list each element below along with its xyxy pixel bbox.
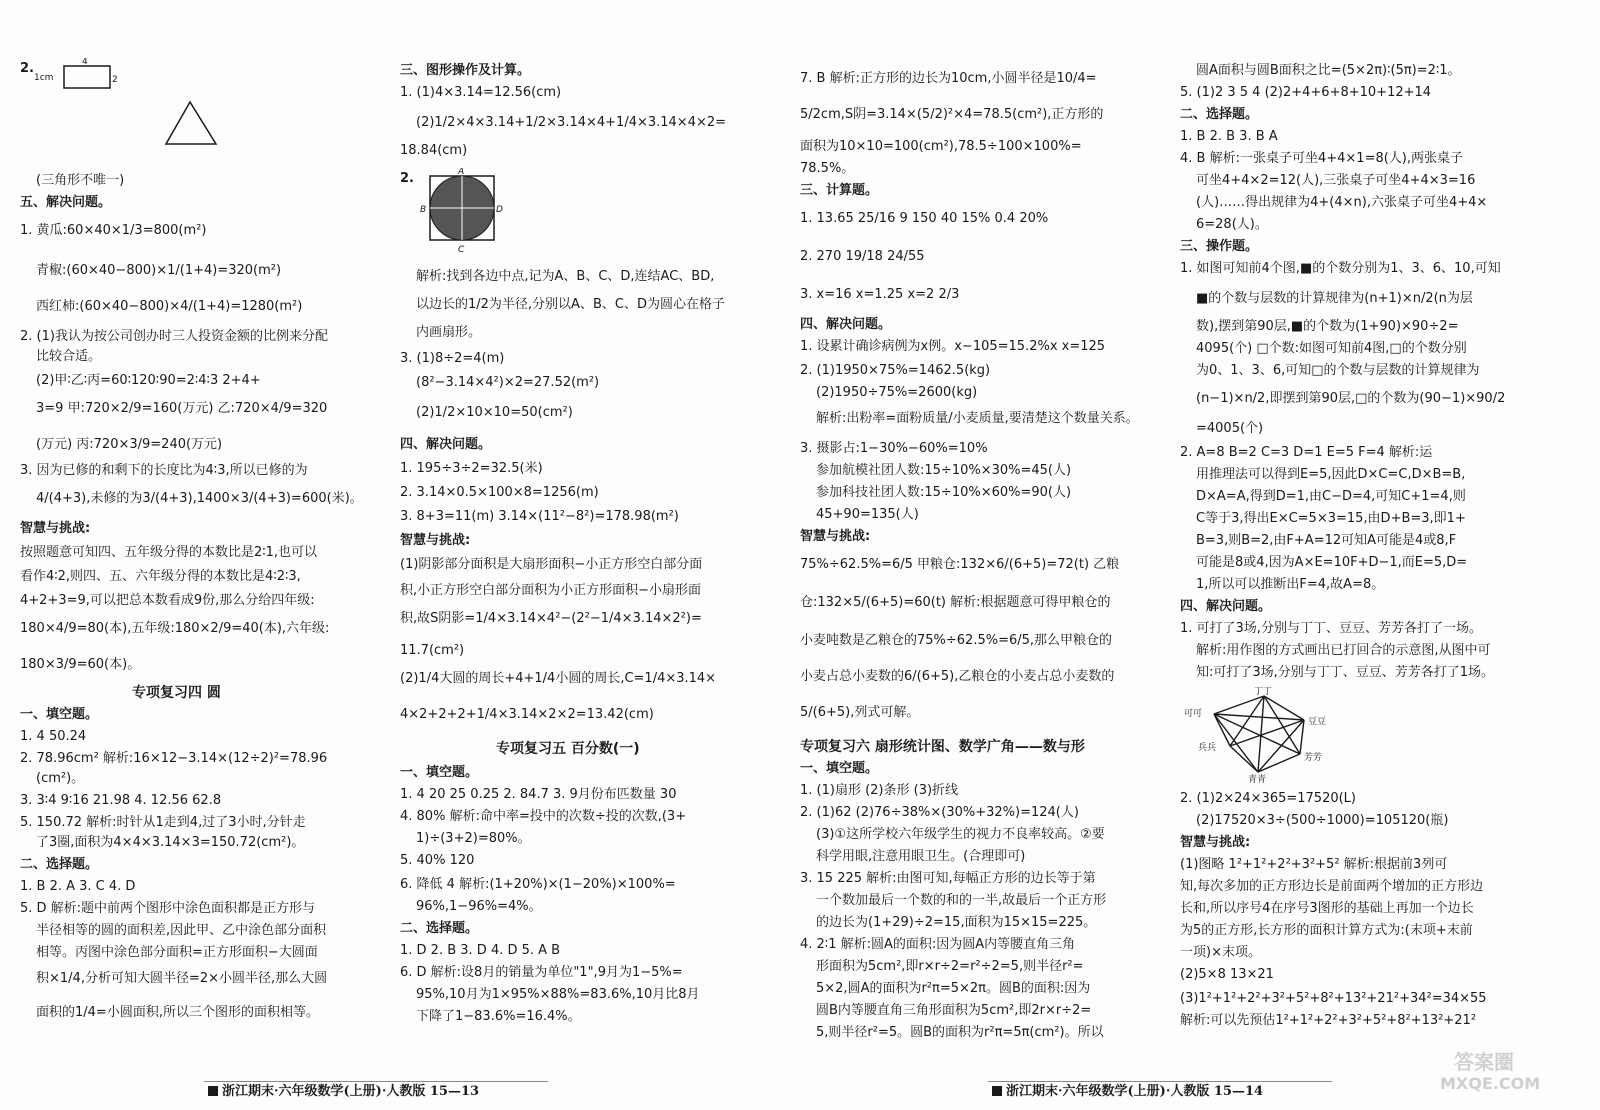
c3-line: 小麦占总小麦数的6/(6+5),乙粮仓的小麦占总小麦数的 [800, 669, 1115, 684]
c2-line: (1)阴影部分面积是大扇形面积−小正方形空白部分面 [400, 557, 703, 572]
c4-line: (人)……得出规律为4+(4×n),六张桌子可坐4+4× [1196, 195, 1488, 210]
c3-line: 3. x=16 x=1.25 x=2 2/3 [800, 287, 960, 302]
c4-line: 4. B 解析:一张桌子可坐4+4×1=8(人),两张桌子 [1180, 151, 1464, 166]
c4-line: 长和,所以序号4在序号3图形的基础上再加一个边长 [1180, 901, 1474, 916]
c3-line: (2)1950÷75%=2600(kg) [816, 385, 978, 400]
c1-line: 1. 黄瓜:60×40×1/3=800(m²) [20, 223, 207, 238]
c2-line: 11.7(cm²) [400, 643, 465, 658]
c3-chapter-title: 专项复习六 扇形统计图、数学广角——数与形 [800, 739, 1085, 755]
c1-line: 了3圈,面积为4×4×3.14×3=150.72(cm²)。 [36, 835, 305, 850]
watermark-top: 答案圈 [1454, 1050, 1514, 1074]
c2-section-heading: 三、图形操作及计算。 [400, 63, 531, 78]
c3-line: 圆B内等腰直角三角形面积为5cm²,即2r×r÷2= [816, 1003, 1092, 1018]
quarter-circle-square-figure [418, 168, 518, 258]
c3-line: 3. 15 225 解析:由图可知,每幅正方形的边长等于第 [800, 871, 1096, 886]
c3-line: 4. 2∶1 解析:圆A的面积:因为圆A内等腰直角三角 [800, 937, 1076, 952]
c3-line: 面积为10×10=100(cm²),78.5÷100×100%= [800, 139, 1082, 154]
c2-line: 6. D 解析:设8月的销量为单位"1",9月为1−5%= [400, 965, 683, 980]
label-a: A [458, 168, 465, 177]
c4-line: (1)图略 1²+1²+2²+3²+5² 解析:根据前3列可 [1180, 857, 1448, 872]
c2-line: 4. 80% 解析:命中率=投中的次数÷投的次数,(3+ [400, 809, 687, 824]
c1-line: 面积的1/4=小圆面积,所以三个图形的面积相等。 [36, 1005, 319, 1020]
c1-challenge-heading: 智慧与挑战: [20, 521, 91, 536]
c4-line: 2. (1)2×24×365=17520(L) [1180, 791, 1356, 806]
c4-line: 解析:可以先预估1²+1²+2²+3²+5²+8²+13²+21² [1180, 1013, 1477, 1028]
c2-line: 6. 降低 4 解析:(1+20%)×(1−20%)×100%= [400, 877, 676, 892]
c1-section-heading: 一、填空题。 [20, 707, 99, 722]
c2-section-heading: 一、填空题。 [400, 765, 479, 780]
c3-challenge-heading: 智慧与挑战: [800, 529, 871, 544]
c4-line: 用推理法可以得到E=5,因此D×C=C,D×B=B, [1196, 467, 1466, 482]
c2-line: (2)1/4大圆的周长+4+1/4小圆的周长,C=1/4×3.14× [400, 671, 717, 686]
question-2-label: 2. [20, 61, 34, 76]
c4-line: 可能是8或4,因为A×E=10F+D−1,而E=5,D= [1196, 555, 1468, 570]
c3-line: 2. (1)1950×75%=1462.5(kg) [800, 363, 991, 378]
node-bingbing: 兵兵 [1198, 743, 1217, 753]
c4-line: B=3,则B=2,由F+A=12可知A可能是4或8,F [1196, 533, 1457, 548]
c4-line: =4005(个) [1196, 421, 1264, 436]
c1-line: 看作4∶2,则四、五、六年级分得的本数比是4∶2∶3, [20, 569, 301, 584]
c3-section-heading: 四、解决问题。 [800, 317, 892, 332]
rect-unit-label: 1cm [34, 73, 54, 83]
label-b: B [420, 205, 427, 215]
c2-line: 95%,10月为1×95%×88%=83.6%,10月比8月 [416, 987, 700, 1002]
c4-line: 知:可打了3场,分别与丁丁、豆豆、芳芳各打了1场。 [1196, 665, 1495, 680]
c2-line: (2)1/2×10×10=50(cm²) [416, 405, 573, 420]
c1-line: 180×3/9=60(本)。 [20, 657, 141, 672]
c1-line: 3. 因为已修的和剩下的长度比为4∶3,所以已修的为 [20, 463, 308, 478]
triangle-shape [166, 102, 216, 144]
c2-line: 以边长的1/2为半径,分别以A、B、C、D为圆心在格子 [416, 297, 725, 312]
c4-section-heading: 四、解决问题。 [1180, 599, 1272, 614]
c3-line: 5/2cm,S阴=3.14×(5/2)²×4=78.5(cm²),正方形的 [800, 107, 1104, 122]
c3-line: 78.5%。 [800, 161, 855, 176]
c1-line: 180×4/9=80(本),五年级:180×2/9=40(本),六年级: [20, 621, 330, 636]
watermark-bottom: MXQE.COM [1440, 1074, 1541, 1093]
c4-line: 知,每次多加的正方形边长是前面两个增加的正方形边 [1180, 879, 1484, 894]
c2-line: 解析:找到各边中点,记为A、B、C、D,连结AC、BD, [416, 269, 715, 284]
c4-line: 4095(个) □个数:如图可知前4图,□的个数分别 [1196, 341, 1467, 356]
c2-line: (2)1/2×4×3.14+1/2×3.14×4+1/4×3.14×4×2= [416, 115, 727, 130]
c4-line: 数),摆到第90层,■的个数为(1+90)×90÷2= [1196, 319, 1459, 334]
c4-line: (2)5×8 13×21 [1180, 967, 1274, 982]
c1-line: 相等。丙图中涂色部分面积=正方形面积−大圆面 [36, 945, 318, 960]
rectangle-shape [64, 66, 110, 88]
c4-line: 一项)×末项。 [1180, 945, 1261, 960]
rectangle-triangle-figure [34, 58, 144, 158]
c1-line: 1. 4 50.24 [20, 729, 87, 744]
c2-question-label: 2. [400, 171, 414, 186]
c3-line: 小麦吨数是乙粮仓的75%÷62.5%=6/5,那么甲粮仓的 [800, 633, 1113, 648]
c3-section-heading: 三、计算题。 [800, 183, 879, 198]
c1-line: (三角形不唯一) [36, 173, 125, 188]
c4-line: (n−1)×n/2,即摆到第90层,□的个数为(90−1)×90/2 [1196, 391, 1506, 406]
c3-line: 5,则半径r²=5。圆B的面积为r²π=5π(cm²)。所以 [816, 1025, 1104, 1040]
c4-section-heading: 二、选择题。 [1180, 107, 1259, 122]
c1-line: 3=9 甲:720×2/9=160(万元) 乙:720×4/9=320 [36, 401, 328, 416]
c4-line: 可坐4+4×2=12(人),三张桌子可坐4+4×3=16 [1196, 173, 1476, 188]
c3-line: (3)①这所学校六年级学生的视力不良率较高。②要 [816, 827, 1105, 842]
c3-line: 参加航模社团人数:15÷10%×30%=45(人) [816, 463, 1072, 478]
c2-line: 96%,1−96%=4%。 [416, 899, 542, 914]
c2-line: 1. 195÷3÷2=32.5(米) [400, 461, 543, 476]
match-network-diagram [1180, 684, 1350, 784]
c1-line: 半径相等的圆的面积差,因此甲、乙中涂色部分面积 [36, 923, 327, 938]
footer-right-text: 浙江期末·六年级数学(上册)·人教版 15—14 [1006, 1084, 1264, 1099]
c4-line: 1. B 2. B 3. B A [1180, 129, 1278, 144]
c2-line: 3. 8+3=11(m) 3.14×(11²−8²)=178.98(m²) [400, 509, 679, 524]
c3-section-heading: 一、填空题。 [800, 761, 879, 776]
c1-section-heading: 五、解决问题。 [20, 195, 112, 210]
square-bullet-icon [208, 1086, 218, 1096]
c3-line: 5×2,圆A的面积为r²π=5×2π。圆B的面积:因为 [816, 981, 1091, 996]
c4-section-heading: 三、操作题。 [1180, 239, 1259, 254]
c1-chapter-title: 专项复习四 圆 [132, 685, 221, 701]
c3-line: 3. 摄影占:1−30%−60%=10% [800, 441, 988, 456]
c3-line: 2. (1)62 (2)76÷38%×(30%+32%)=124(人) [800, 805, 1079, 820]
c3-line: 45+90=135(人) [816, 507, 919, 522]
c4-challenge-heading: 智慧与挑战: [1180, 835, 1251, 850]
c1-line: 5. 150.72 解析:时针从1走到4,过了3小时,分针走 [20, 815, 306, 830]
c2-section-heading: 四、解决问题。 [400, 437, 492, 452]
c2-line: 1. D 2. B 3. D 4. D 5. A B [400, 943, 561, 958]
square-bullet-icon [992, 1086, 1002, 1096]
c2-line: 3. (1)8÷2=4(m) [400, 351, 505, 366]
label-d: D [496, 205, 503, 215]
rect-width-label: 4 [82, 58, 88, 67]
c2-line: 4×2+2+2+1/4×3.14×2×2=13.42(cm) [400, 707, 654, 722]
c4-line: 2. A=8 B=2 C=3 D=1 E=5 F=4 解析:运 [1180, 445, 1433, 460]
c3-line: 1. (1)扇形 (2)条形 (3)折线 [800, 783, 959, 798]
c1-line: 3. 3∶4 9∶16 21.98 4. 12.56 62.8 [20, 793, 222, 808]
c4-line: 1,所以可以推断出F=4,故A=8。 [1196, 577, 1385, 592]
c1-line: 西红柿:(60×40−800)×4/(1+4)=1280(m²) [36, 299, 303, 314]
c1-line: 5. D 解析:题中前两个图形中涂色面积都是正方形与 [20, 901, 316, 916]
c1-line: 按照题意可知四、五年级分得的本数比是2∶1,也可以 [20, 545, 318, 560]
c2-line: 1. (1)4×3.14=12.56(cm) [400, 85, 562, 100]
network-edges [1214, 696, 1304, 772]
footer-left-text: 浙江期末·六年级数学(上册)·人教版 15—13 [222, 1084, 480, 1099]
c2-line: 内画扇形。 [416, 325, 482, 340]
rect-height-label: 2 [112, 75, 118, 85]
c2-line: 18.84(cm) [400, 143, 468, 158]
c4-line: 1. 如图可知前4个图,■的个数分别为1、3、6、10,可知 [1180, 261, 1501, 276]
c1-line: 青椒:(60×40−800)×1/(1+4)=320(m²) [36, 263, 282, 278]
c4-line: 为0、1、3、6,可知□的个数与层数的计算规律为 [1196, 363, 1480, 378]
c3-line: 1. 13.65 25/16 9 150 40 15% 0.4 20% [800, 211, 1049, 226]
c1-line: 2. 78.96cm² 解析:16×12−3.14×(12÷2)²=78.96 [20, 751, 328, 766]
c3-line: 参加科技社团人数:15÷10%×60%=90(人) [816, 485, 1072, 500]
c4-line: 解析:用作图的方式画出已打回合的示意图,从图中可 [1196, 643, 1491, 658]
c1-line: (万元) 丙:720×3/9=240(万元) [36, 437, 223, 452]
c4-line: 1. 可打了3场,分别与丁丁、豆豆、芳芳各打了一场。 [1180, 621, 1482, 636]
node-doudou: 豆豆 [1308, 717, 1327, 727]
c1-line: 4+2+3=9,可以把总本数看成9份,那么分给四年级: [20, 593, 315, 608]
c1-line: 积×1/4,分析可知大圆半径=2×小圆半径,那么大圆 [36, 971, 328, 986]
c2-line: 5. 40% 120 [400, 853, 475, 868]
c2-line: 积,小正方形空白部分面积为小正方形面积−小扇形面 [400, 583, 702, 598]
c3-line: 5/(6+5),列式可解。 [800, 705, 920, 720]
label-c: C [458, 245, 465, 255]
c1-line: 比较合适。 [36, 349, 102, 364]
c4-line: (3)1²+1²+2²+3²+5²+8²+13²+21²+34²=34×55 [1180, 991, 1487, 1006]
c4-line: 6=28(人)。 [1196, 217, 1268, 232]
c1-line: 4/(4+3),未修的为3/(4+3),1400×3/(4+3)=600(米)。 [36, 491, 363, 506]
node-fangfang: 芳芳 [1304, 753, 1323, 763]
c3-line: 仓:132×5/(6+5)=60(t) 解析:根据题意可得甲粮仓的 [800, 595, 1111, 610]
c3-line: 75%÷62.5%=6/5 甲粮仓:132×6/(6+5)=72(t) 乙粮 [800, 557, 1120, 572]
c2-line: 1)÷(3+2)=80%。 [416, 831, 531, 846]
footer-right [988, 1081, 1332, 1102]
c4-line: (2)17520×3÷(500÷1000)=105120(瓶) [1196, 813, 1449, 828]
c1-line: (2)甲∶乙∶丙=60∶120∶90=2∶4∶3 2+4+ [36, 373, 261, 388]
c2-chapter-title: 专项复习五 百分数(一) [496, 741, 640, 757]
triangle-figure [164, 100, 224, 150]
c1-line: 2. (1)我认为按公司创办时三人投资金额的比例来分配 [20, 329, 328, 344]
c4-line: D×A=A,得到D=1,由C−D=4,可知C+1=4,则 [1196, 489, 1466, 504]
c4-line: ■的个数与层数的计算规律为(n+1)×n/2(n为层 [1196, 291, 1473, 306]
c1-line: 1. B 2. A 3. C 4. D [20, 879, 136, 894]
watermark [1440, 1046, 1570, 1096]
c2-line: 1. 4 20 25 0.25 2. 84.7 3. 9月份布匹数量 30 [400, 787, 677, 802]
c3-line: 一个数加最后一个数的和的一半,故最后一个正方形 [816, 893, 1107, 908]
c3-line: 的边长为(1+29)÷2=15,面积为15×15=225。 [816, 915, 1097, 930]
c3-line: 科学用眼,注意用眼卫生。(合理即可) [816, 849, 1026, 864]
c2-line: 下降了1−83.6%=16.4%。 [416, 1009, 581, 1024]
c2-challenge-heading: 智慧与挑战: [400, 533, 471, 548]
c3-line: 解析:出粉率=面粉质量/小麦质量,要清楚这个数量关系。 [816, 411, 1139, 426]
c2-line: 积,故S阴影=1/4×3.14×4²−(2²−1/4×3.14×2²)= [400, 611, 702, 626]
c2-line: 2. 3.14×0.5×100×8=1256(m) [400, 485, 599, 500]
c4-line: 5. (1)2 3 5 4 (2)2+4+6+8+10+12+14 [1180, 85, 1432, 100]
c2-section-heading: 二、选择题。 [400, 921, 479, 936]
node-dingding: 丁丁 [1254, 687, 1273, 697]
c4-line: C等于3,得出E×C=5×3=15,由D+B=3,即1+ [1196, 511, 1466, 526]
c4-line: 圆A面积与圆B面积之比=(5×2π)∶(5π)=2∶1。 [1196, 63, 1461, 78]
footer-left [204, 1081, 548, 1102]
node-keke: 可可 [1184, 709, 1203, 719]
c3-line: 7. B 解析:正方形的边长为10cm,小圆半径是10/4= [800, 71, 1097, 86]
c4-line: 为5的正方形,长方形的面积计算方式为:(末项+末前 [1180, 923, 1473, 938]
node-qingqing: 青青 [1248, 775, 1267, 784]
c3-line: 1. 设累计确诊病例为x例。x−105=15.2%x x=125 [800, 339, 1106, 354]
c1-section-heading: 二、选择题。 [20, 857, 99, 872]
c3-line: 形面积为5cm²,即r×r÷2=r²÷2=5,则半径r²= [816, 959, 1084, 974]
c1-line: (cm²)。 [36, 771, 85, 786]
c2-line: (8²−3.14×4²)×2=27.52(m²) [416, 375, 600, 390]
c3-line: 2. 270 19/18 24/55 [800, 249, 925, 264]
